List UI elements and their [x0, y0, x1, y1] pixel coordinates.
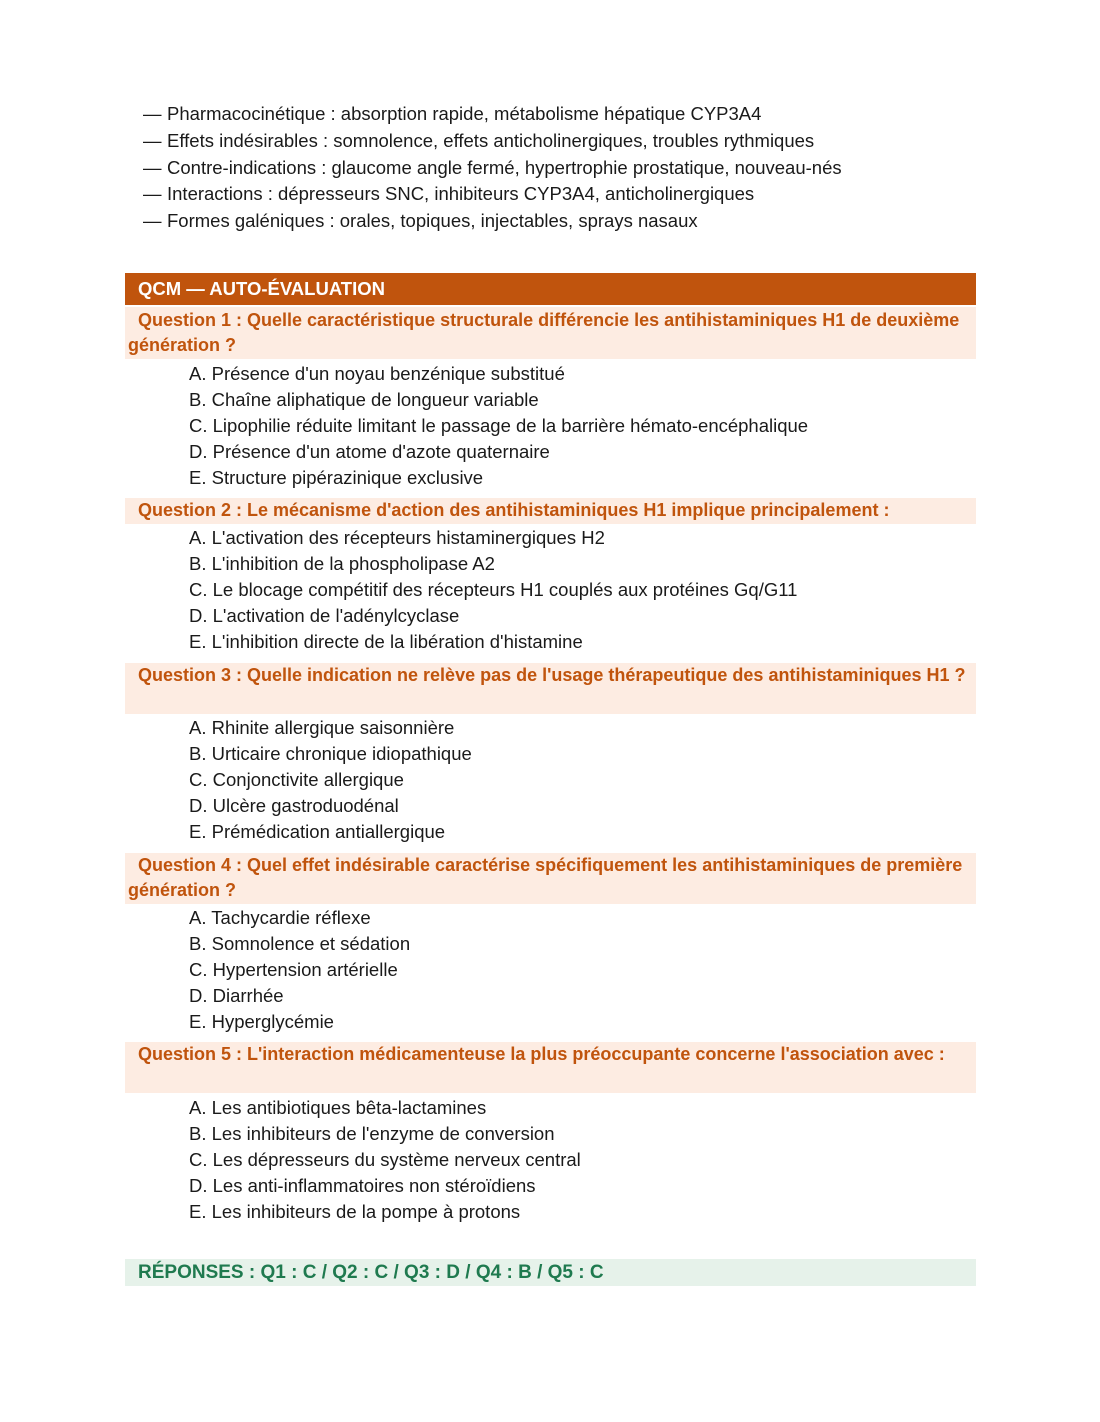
option-b: B. Urticaire chronique idiopathique	[189, 742, 472, 764]
question-2-text: Question 2 : Le mécanisme d'action des antihistaminiques H1 implique principalement :	[138, 500, 890, 520]
option-d: D. L'activation de l'adénylcyclase	[189, 604, 460, 626]
option-e: E. Prémédication antiallergique	[189, 820, 446, 842]
bullet-item	[143, 101, 1003, 128]
option-a: A. Rhinite allergique saisonnière	[189, 717, 455, 738]
option-a: A. Présence d'un noyau benzénique substitué	[189, 363, 565, 384]
bullet-dash: —	[143, 183, 162, 205]
option-e: E. Hyperglycémie	[189, 1010, 334, 1032]
bullet-item	[143, 208, 1003, 235]
question-1-text: Question 1 : Quelle caractéristique structurale différencie les antihistaminiques H1 de deuxième génération ?	[128, 310, 960, 355]
option-b: B. Somnolence et sédation	[189, 932, 411, 954]
bullet-text: Formes galéniques : orales, topiques, injectables, sprays nasaux	[167, 210, 698, 232]
bullet-text: Effets indésirables : somnolence, effets anticholinergiques, troubles rythmiques	[167, 129, 815, 151]
question-2-box	[125, 498, 976, 524]
option-d: D. Ulcère gastroduodénal	[189, 794, 399, 816]
bullet-text: Contre-indications : glaucome angle fermé, hypertrophie prostatique, nouveau-nés	[167, 156, 842, 178]
question-1-box	[125, 307, 976, 359]
option-a: A. Tachycardie réflexe	[189, 907, 371, 928]
question-4-box	[125, 853, 976, 904]
option-c: C. Les dépresseurs du système nerveux central	[189, 1148, 581, 1170]
bullet-dash: —	[143, 103, 162, 124]
bullet-dash: —	[143, 156, 162, 178]
option-e: E. L'inhibition directe de la libération d'histamine	[189, 630, 583, 652]
option-c: C. Hypertension artérielle	[189, 958, 398, 980]
bullet-text: Pharmacocinétique : absorption rapide, métabolisme hépatique CYP3A4	[167, 103, 762, 124]
bullet-dash: —	[143, 210, 162, 232]
bullet-dash: —	[143, 129, 162, 151]
question-4-text: Question 4 : Quel effet indésirable caractérise spécifiquement les antihistaminiques de première génération ?	[128, 855, 963, 900]
question-4-options	[189, 905, 949, 1035]
option-e: E. Structure pipérazinique exclusive	[189, 466, 484, 488]
bullet-item	[143, 181, 1003, 208]
option-b: B. L'inhibition de la phospholipase A2	[189, 552, 495, 574]
option-d: D. Les anti-inflammatoires non stéroïdiens	[189, 1174, 536, 1196]
option-c: C. Conjonctivite allergique	[189, 768, 404, 790]
bullet-item	[143, 128, 1003, 155]
option-b: B. Les inhibiteurs de l'enzyme de conversion	[189, 1122, 555, 1144]
qcm-section-header: QCM — AUTO-ÉVALUATION	[125, 273, 976, 305]
bullet-list	[143, 101, 1003, 235]
question-2-options	[189, 525, 949, 655]
option-d: D. Diarrhée	[189, 984, 284, 1006]
option-d: D. Présence d'un atome d'azote quaternaire	[189, 440, 550, 462]
question-3-text: Question 3 : Quelle indication ne relève pas de l'usage thérapeutique des antihistaminiques H1 ?	[138, 665, 966, 685]
answers-box: RÉPONSES : Q1 : C / Q2 : C / Q3 : D / Q4 : B / Q5 : C	[125, 1259, 976, 1286]
question-5-box	[125, 1042, 976, 1093]
question-5-text: Question 5 : L'interaction médicamenteuse la plus préoccupante concerne l'association avec :	[138, 1044, 945, 1064]
bullet-item	[143, 155, 1003, 182]
option-b: B. Chaîne aliphatique de longueur variable	[189, 388, 539, 410]
option-a: A. Les antibiotiques bêta-lactamines	[189, 1097, 487, 1118]
question-3-options	[189, 715, 949, 845]
question-5-options	[189, 1095, 949, 1225]
option-a: A. L'activation des récepteurs histaminergiques H2	[189, 527, 605, 548]
bullet-text: Interactions : dépresseurs SNC, inhibiteurs CYP3A4, anticholinergiques	[167, 183, 755, 205]
question-3-box	[125, 663, 976, 714]
option-c: C. Lipophilie réduite limitant le passage de la barrière hémato-encéphalique	[189, 414, 809, 436]
option-e: E. Les inhibiteurs de la pompe à protons	[189, 1200, 521, 1222]
question-1-options	[189, 361, 949, 491]
option-c: C. Le blocage compétitif des récepteurs H1 couplés aux protéines Gq/G11	[189, 578, 798, 600]
